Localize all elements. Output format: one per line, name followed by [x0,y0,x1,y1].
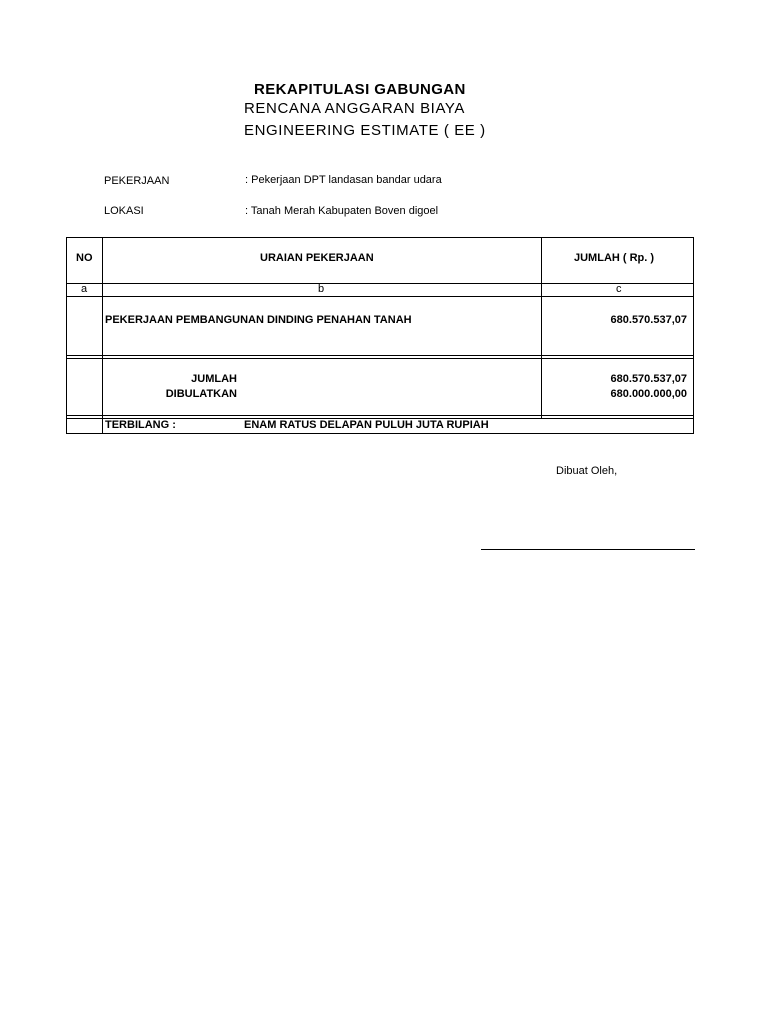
col-divider-jumlah [541,238,542,418]
page-subtitle-rab: RENCANA ANGGARAN BIAYA [244,100,466,117]
signature-line [481,549,695,550]
row-divider-bottom [67,358,693,359]
col-divider-no [102,238,103,418]
summary-divider-top [67,415,693,416]
header-divider [67,283,693,284]
header-uraian: URAIAN PEKERJAAN [260,252,374,264]
row-jumlah: 680.570.537,07 [610,314,687,326]
lokasi-label: LOKASI [104,205,144,217]
summary-jumlah-label: JUMLAH [191,373,237,385]
pekerjaan-value: : Pekerjaan DPT landasan bandar udara [245,174,442,186]
subheader-uraian: b [318,283,325,295]
pekerjaan-label: PEKERJAAN [104,175,170,187]
subheader-jumlah: c [616,283,622,295]
row-divider-top [67,355,693,356]
header-jumlah: JUMLAH ( Rp. ) [574,252,655,264]
signature-label: Dibuat Oleh, [556,465,618,477]
summary-dibulatkan-label: DIBULATKAN [165,388,237,400]
summary-dibulatkan-value: 680.000.000,00 [610,388,687,400]
summary-jumlah-value: 680.570.537,07 [610,373,687,385]
row-uraian: PEKERJAAN PEMBANGUNAN DINDING PENAHAN TANAH [105,314,412,326]
terbilang-label: TERBILANG : [105,419,176,431]
page-title: REKAPITULASI GABUNGAN [254,81,466,98]
subheader-no: a [81,283,88,295]
lokasi-value: : Tanah Merah Kabupaten Boven digoel [245,205,439,217]
page-subtitle-ee: ENGINEERING ESTIMATE ( EE ) [244,122,486,139]
subheader-divider [67,296,693,297]
recap-table [66,237,694,434]
col-divider-no-terbilang [102,418,103,434]
header-no: NO [76,252,93,264]
terbilang-value: ENAM RATUS DELAPAN PULUH JUTA RUPIAH [244,419,489,431]
